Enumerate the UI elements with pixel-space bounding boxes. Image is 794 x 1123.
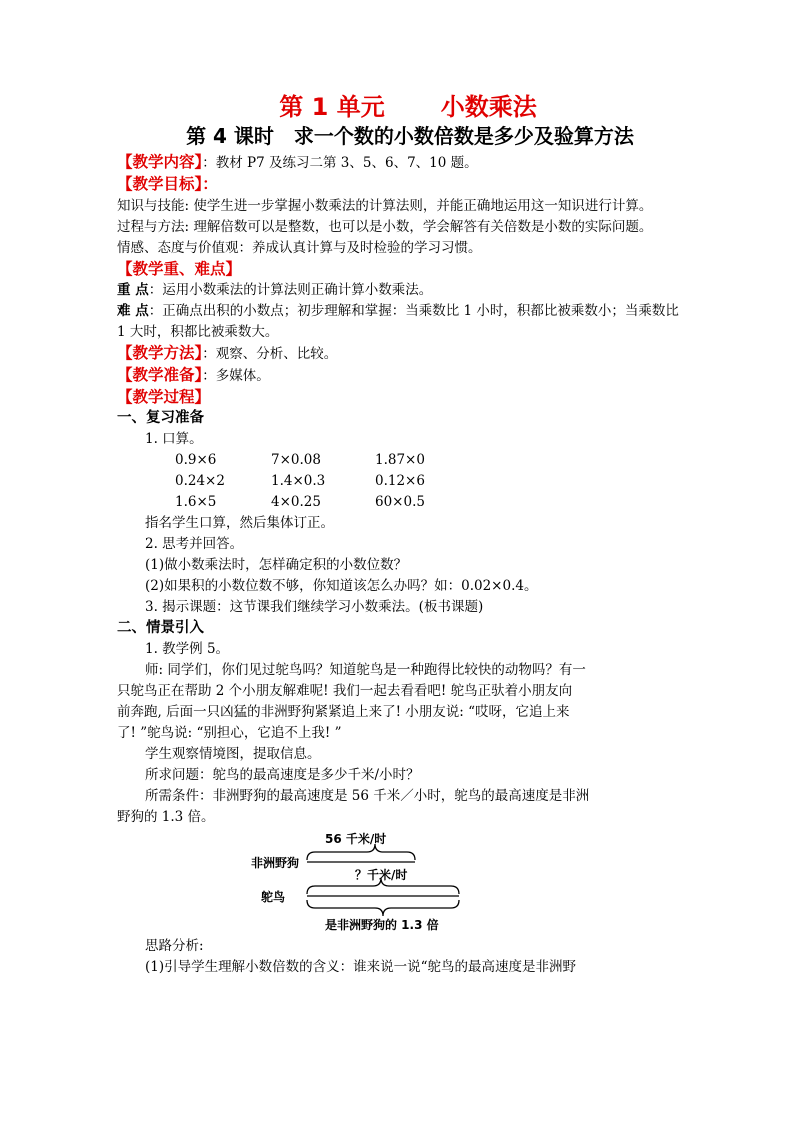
- analysis-guide: (1)引导学生理解小数倍数的含义：谁来说一说“鸵鸟的最高速度是非洲野: [145, 959, 577, 975]
- difficult-point: 难 点：正确点出积的小数点；初步理解和掌握：当乘数比 1 小时，积都比被乘数小；当乘数比 1 大时，积都比被乘数大。: [117, 303, 679, 340]
- goal-process: 过程与方法: 理解倍数可以是整数，也可以是小数，学会解答有关倍数是小数的实际问题。: [117, 219, 653, 235]
- math-expression: 1.6×5: [175, 494, 217, 510]
- intro-item-1: 1. 教学例 5。: [145, 641, 230, 657]
- relation-brace: [307, 900, 459, 916]
- math-expression: 0.9×6: [175, 452, 217, 468]
- intro-condition-line: 野狗的 1.3 倍。: [117, 809, 215, 825]
- lesson-plan-page: [117, 92, 679, 978]
- dog-label: 非洲野狗: [251, 856, 300, 870]
- ostrich-speed-label: ？千米/时: [355, 868, 408, 882]
- teaching-content-heading: 【教学内容】: [117, 153, 203, 171]
- unit-number: 第 1 单元: [279, 93, 385, 121]
- review-after-math: 指名学生口算，然后集体订正。: [145, 515, 334, 531]
- review-question-1: (1)做小数乘法时，怎样确定积的小数位数？: [145, 557, 408, 573]
- goal-knowledge: 知识与技能: 使学生进一步掌握小数乘法的计算法则，并能正确地运用这一知识进行计算。: [117, 198, 653, 214]
- speed-diagram: [117, 834, 679, 934]
- teaching-content-text: ：教材 P7 及练习二第 3、5、6、7、10 题。: [202, 155, 478, 171]
- keypoints-heading: 【教学重、难点】: [117, 260, 242, 278]
- mental-math-grid: [117, 450, 679, 513]
- math-expression: 1.4×0.3: [271, 473, 326, 489]
- teaching-goals-heading: 【教学目标】：: [117, 175, 218, 193]
- intro-paragraph-line: 前奔跑, 后面一只凶猛的非洲野狗紧紧追上来了! 小朋友说: “哎呀，它追上来: [117, 704, 570, 720]
- analysis-heading: 思路分析:: [145, 938, 204, 954]
- intro-paragraph-line: 了! ”鸵鸟说: “别担心，它追不上我! ”: [117, 725, 342, 741]
- dog-speed-label: 56 千米/时: [325, 832, 387, 846]
- teaching-process-heading: 【教学过程】: [117, 388, 211, 406]
- intro-section-title: 二、情景引入: [117, 620, 204, 636]
- math-expression: 0.12×6: [375, 473, 425, 489]
- math-expression: 60×0.5: [375, 494, 425, 510]
- math-expression: 7×0.08: [271, 452, 321, 468]
- key-point: 重 点：运用小数乘法的计算法则正确计算小数乘法。: [117, 282, 433, 298]
- intro-question: 所求问题：鸵鸟的最高速度是多少千米/小时？: [145, 767, 420, 783]
- unit-topic: 小数乘法: [440, 93, 537, 121]
- review-item-2: 2. 思考并回答。: [145, 536, 244, 552]
- goal-attitude: 情感、态度与价值观：养成认真计算与及时检验的学习习惯。: [117, 240, 482, 256]
- teaching-content: [117, 152, 679, 174]
- intro-paragraph-line: 只鸵鸟正在帮助 2 个小朋友解难呢! 我们一起去看看吧! 鸵鸟正驮着小朋友向: [117, 683, 573, 699]
- math-expression: 1.87×0: [375, 452, 425, 468]
- intro-paragraph-line: 师: 同学们，你们见过鸵鸟吗？知道鸵鸟是一种跑得比较快的动物吗？有一: [145, 662, 586, 678]
- review-item-3: 3. 揭示课题：这节课我们继续学习小数乘法。(板书课题): [145, 599, 484, 615]
- unit-title: [137, 92, 679, 122]
- review-section-title: 一、复习准备: [117, 410, 204, 426]
- teaching-prep: 【教学准备】：多媒体。: [117, 366, 270, 384]
- teaching-method: 【教学方法】：观察、分析、比较。: [117, 344, 338, 362]
- review-question-2: (2)如果积的小数位数不够，你知道该怎么办吗？如：0.02×0.4。: [145, 578, 538, 594]
- ostrich-label: 鸵鸟: [261, 890, 286, 904]
- review-item-1: 1. 口算。: [145, 431, 203, 447]
- intro-observe: 学生观察情境图，提取信息。: [145, 746, 321, 762]
- lesson-title: 第 4 课时 求一个数的小数倍数是多少及验算方法: [186, 124, 634, 148]
- math-expression: 4×0.25: [271, 494, 321, 510]
- intro-condition-line: 所需条件：非洲野狗的最高速度是 56 千米／小时，鸵鸟的最高速度是非洲: [145, 788, 590, 804]
- math-expression: 0.24×2: [175, 473, 225, 489]
- relation-label: 是非洲野狗的 1.3 倍: [325, 918, 439, 932]
